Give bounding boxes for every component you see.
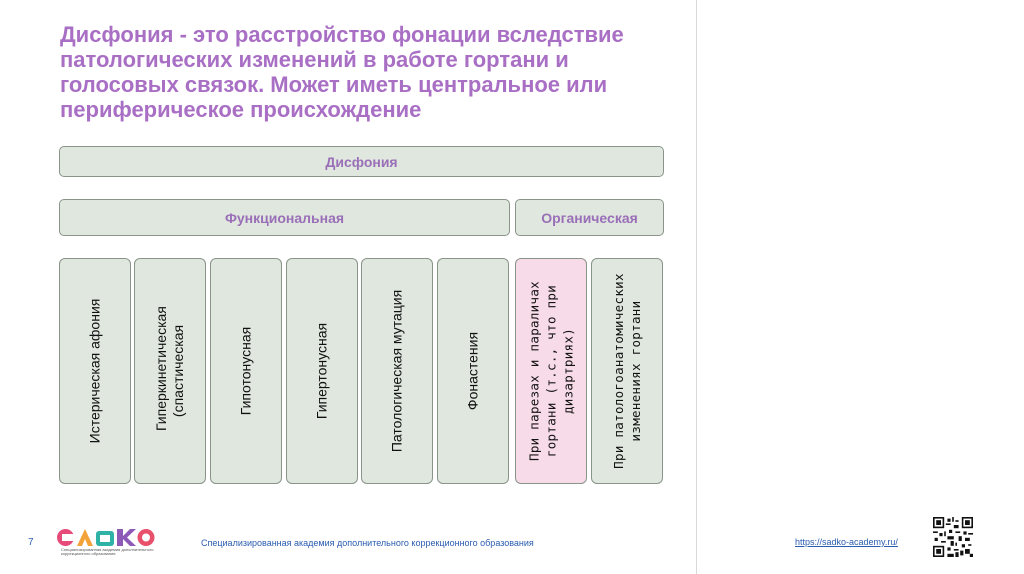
diagram-item-label: Гиперкинетическая (спастическая <box>153 306 186 431</box>
diagram-item-label: Истерическая афония <box>86 298 103 444</box>
footer-url-link[interactable]: https://sadko-academy.ru/ <box>795 537 898 547</box>
sadko-logo <box>57 528 157 556</box>
logo-caption: Специализированная академия дополнительного коррекционного образования <box>61 547 154 556</box>
diagram-root-dysphonia: Дисфония <box>59 146 664 177</box>
page-number: 7 <box>28 537 34 548</box>
diagram-item-hypotonic <box>210 258 282 484</box>
diagram-item-paresis-paralysis <box>515 258 587 484</box>
diagram-item-pathoanatomical-changes <box>591 258 663 484</box>
diagram-item-hyperkinetic <box>134 258 206 484</box>
diagram-branch-organic: Органическая <box>515 199 664 236</box>
diagram-item-label: Гипотонусная <box>237 326 254 416</box>
diagram-item-label: Патологическая мутация <box>388 289 405 453</box>
diagram-item-label: Фонастения <box>464 331 481 411</box>
sadko-logo-mark <box>57 528 155 548</box>
footer-org-name: Специализированная академия дополнительного коррекционного образования <box>201 538 534 548</box>
diagram-item-phonasthenia <box>437 258 509 484</box>
right-blank-panel <box>697 0 1024 574</box>
qr-code-icon <box>933 517 973 557</box>
diagram-item-hypertonic <box>286 258 358 484</box>
diagram-item-label: При парезах и параличах гортани (т.с., что при дизартриях) <box>526 281 576 461</box>
diagram-branch-functional: Функциональная <box>59 199 510 236</box>
diagram-item-hysterical-aphonia <box>59 258 131 484</box>
diagram-item-label: Гипертонусная <box>313 322 330 420</box>
slide-title: Дисфония - это расстройство фонации вследствие патологических изменений в работе гортани и голосовых связок. Может иметь центральное или периферическое происхождение <box>60 22 624 122</box>
diagram-item-label: При патологоанатомических изменениях гортани <box>611 273 643 469</box>
diagram-item-pathological-mutation <box>361 258 433 484</box>
